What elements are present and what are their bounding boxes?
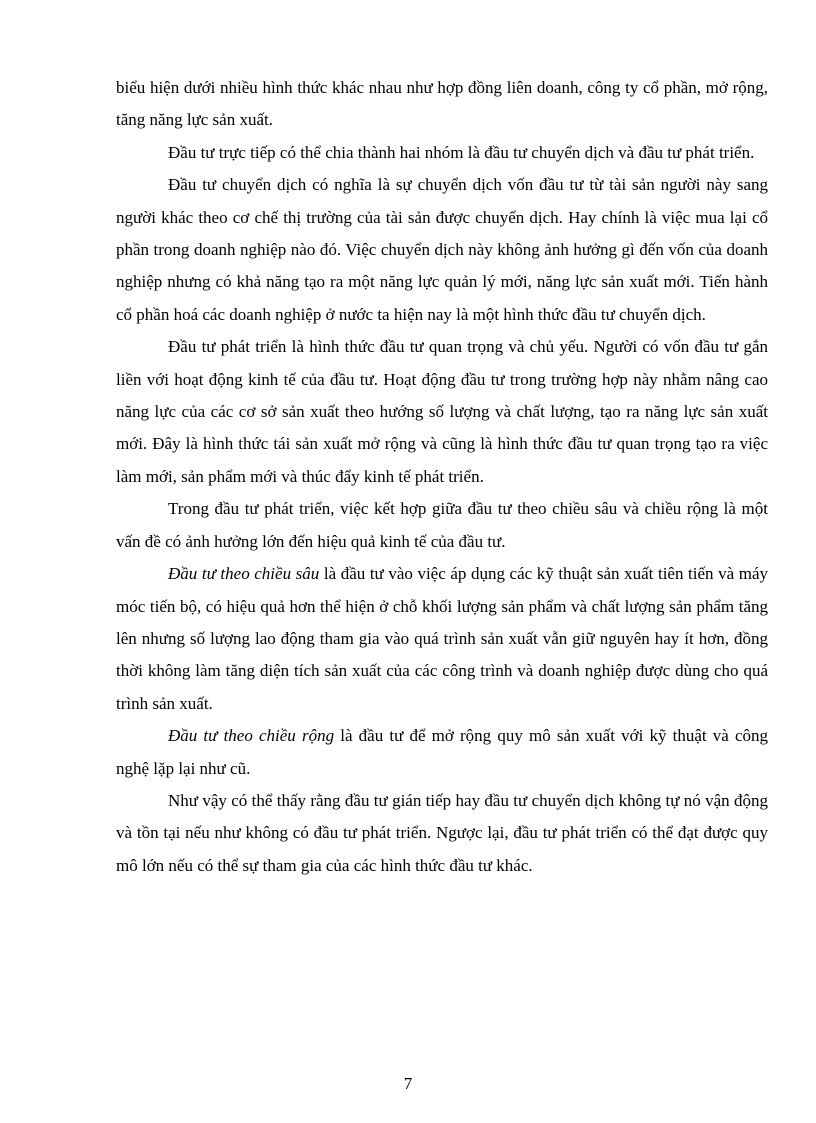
- paragraph-breadth-investment: [116, 720, 768, 785]
- paragraph-development-investment: Đầu tư phát triển là hình thức đầu tư quan trọng và chủ yếu. Người có vốn đầu tư gắn liền với hoạt động kinh tế của đầu tư. Hoạt động đầu tư trong trường hợp này nhằm nâng cao năng lực của các cơ sở sản xuất theo hướng số lượng và chất lượng, tạo ra năng lực sản xuất mới. Đây là hình thức tái sản xuất mở rộng và cũng là hình thức đầu tư quan trọng tạo ra việc làm mới, sản phẩm mới và thúc đẩy kinh tế phát triển.: [116, 337, 768, 486]
- paragraph-depth-breadth: Trong đầu tư phát triển, việc kết hợp giữa đầu tư theo chiều sâu và chiều rộng là một vấn đề có ảnh hưởng lớn đến hiệu quả kinh tế của đầu tư.: [116, 499, 768, 551]
- paragraph-conclusion: Như vậy có thể thấy rằng đầu tư gián tiếp hay đầu tư chuyển dịch không tự nó vận động và tồn tại nếu như không có đầu tư phát triển. Ngược lại, đầu tư phát triển có thể đạt được quy mô lớn nếu có thể sự tham gia của các hình thức đầu tư khác.: [116, 790, 768, 875]
- paragraph-continuation: biểu hiện dưới nhiều hình thức khác nhau như hợp đồng liên doanh, công ty cổ phần, mở rộng, tăng năng lực sản xuất.: [116, 78, 768, 130]
- paragraph-direct-investment: Đầu tư trực tiếp có thể chia thành hai nhóm là đầu tư chuyển dịch và đầu tư phát triển.: [168, 142, 755, 162]
- paragraph-breadth-investment-text: là đầu tư để mở rộng quy mô sản xuất với kỹ thuật và công nghệ lặp lại như cũ.: [116, 726, 768, 778]
- paragraph-depth-investment: [116, 558, 768, 720]
- document-page: [116, 72, 768, 882]
- paragraph-depth-investment-text: là đầu tư vào việc áp dụng các kỹ thuật sản xuất tiên tiến và máy móc tiến bộ, có hiệu quả hơn thể hiện ở chỗ khối lượng sản phẩm và chất lượng sản phẩm tăng lên nhưng số lượng lao động tham gia vào quá trình sản xuất vẫn giữ nguyên hay ít hơn, đồng thời không làm tăng diện tích sản xuất của các công trình và doanh nghiệp được dùng cho quá trình sản xuất.: [116, 564, 768, 713]
- paragraph-transfer-investment: Đầu tư chuyển dịch có nghĩa là sự chuyển dịch vốn đầu tư từ tài sản người này sang người khác theo cơ chế thị trường của tài sản được chuyển dịch. Hay chính là việc mua lại cổ phần trong doanh nghiệp nào đó. Việc chuyển dịch này không ảnh hưởng gì đến vốn của doanh nghiệp nhưng có khả năng tạo ra một năng lực quản lý mới, năng lực sản xuất mới. Tiến hành cổ phần hoá các doanh nghiệp ở nước ta hiện nay là một hình thức đầu tư chuyển dịch.: [116, 175, 768, 324]
- page-number: 7: [403, 1074, 413, 1093]
- term-depth-investment: Đầu tư theo chiều sâu: [168, 564, 320, 584]
- term-breadth-investment: Đầu tư theo chiều rộng: [168, 726, 335, 746]
